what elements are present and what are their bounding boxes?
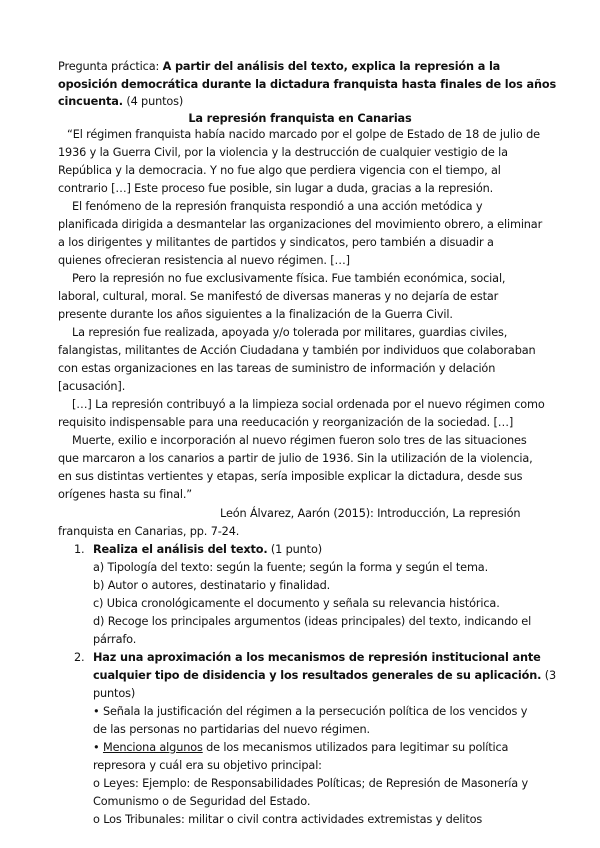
paragraph-line: que marcaron a los canarios a partir de julio de 1936. Sin la utilización de la violencia, [58, 452, 533, 465]
citation-line: franquista en Canarias, pp. 7-24. [58, 525, 240, 538]
question-title-2: oposición democrática durante la dictadura franquista hasta finales de los años [58, 78, 557, 91]
paragraph-line: 1936 y la Guerra Civil, por la violencia y la destrucción de cualquier vestigio de la [58, 146, 508, 159]
task-2-sub-item: o Leyes: Ejemplo: de Responsabilidades Políticas; de Represión de Masonería y [93, 777, 529, 790]
text-title: La represión franquista en Canarias [188, 112, 412, 125]
task-2-bullet-2-cont: represora y cuál era su objetivo principal: [93, 759, 322, 772]
paragraph-line: [acusación]. [58, 380, 126, 393]
bullet-2-rest: de los mecanismos utilizados para legitimar su política [202, 741, 509, 754]
paragraph-line: contrario […] Este proceso fue posible, sin lugar a duda, gracias a la represión. [58, 182, 494, 195]
task-1-title: Realiza el análisis del texto. [93, 543, 268, 556]
citation-line: León Álvarez, Aarón (2015): Introducción, La represión [220, 507, 521, 520]
task-2-points-wrap: puntos) [93, 687, 136, 700]
task-1-item: a) Tipología del texto: según la fuente; según la forma y según el tema. [93, 561, 489, 574]
question-title-1: A partir del análisis del texto, explica la represión a la [162, 60, 501, 73]
task-2-title-1: Haz una aproximación a los mecanismos de represión institucional ante [93, 651, 541, 664]
question-title-3: cincuenta. [58, 95, 123, 108]
question-points: (4 puntos) [122, 95, 184, 108]
paragraph-line: falangistas, militantes de Acción Ciudadana y también por individuos que colaboraban [58, 344, 536, 357]
paragraph-line: Muerte, exilio e incorporación al nuevo régimen fueron solo tres de las situaciones [72, 434, 527, 447]
paragraph-line: con estas organizaciones en las tareas de suministro de información y delación [58, 362, 496, 375]
paragraph-line: La represión fue realizada, apoyada y/o tolerada por militares, guardias civiles, [72, 326, 508, 339]
paragraph-line: a los dirigentes y militantes de partidos y sindicatos, pero también a disuadir a [58, 236, 494, 249]
task-1-points: (1 punto) [267, 543, 322, 556]
task-2-title-2: cualquier tipo de disidencia y los resultados generales de su aplicación. [93, 669, 542, 682]
task-2-bullet: • Señala la justificación del régimen a la persecución política de los vencidos y [93, 705, 528, 718]
paragraph-line: orígenes hasta su final.” [58, 488, 192, 501]
task-1-item: c) Ubica cronológicamente el documento y señala su relevancia histórica. [93, 597, 500, 610]
task-2-heading-2 [93, 667, 556, 685]
task-1-number: 1. [74, 543, 85, 556]
paragraph-line: requisito indispensable para una reeducación y reorganización de la sociedad. […] [58, 416, 514, 429]
paragraph-line: “El régimen franquista había nacido marcado por el golpe de Estado de 18 de julio de [67, 128, 540, 141]
question-line-3 [58, 93, 183, 111]
paragraph-line: laboral, cultural, moral. Se manifestó de diversas maneras y no dejaría de estar [58, 290, 499, 303]
task-2-sub-item: Comunismo o de Seguridad del Estado. [93, 795, 311, 808]
task-2-bullet-2 [93, 739, 508, 757]
question-line-1 [58, 58, 500, 76]
paragraph-line: presente durante los años siguientes a la finalización de la Guerra Civil. [58, 308, 453, 321]
paragraph-line: El fenómeno de la represión franquista respondió a una acción metódica y [72, 200, 483, 213]
question-prefix: Pregunta práctica: [58, 60, 163, 73]
underlined-phrase: Menciona algunos [102, 741, 203, 754]
paragraph-line: […] La represión contribuyó a la limpieza social ordenada por el nuevo régimen como [72, 398, 545, 411]
paragraph-line: Pero la represión no fue exclusivamente física. Fue también económica, social, [72, 272, 506, 285]
task-2-bullet-cont: de las personas no partidarias del nuevo régimen. [93, 723, 370, 736]
task-1-item: d) Recoge los principales argumentos (ideas principales) del texto, indicando el [93, 615, 532, 628]
bullet-marker: • [93, 741, 103, 754]
paragraph-line: República y la democracia. Y no fue algo que perdiera vigencia con el tiempo, al [58, 164, 501, 177]
paragraph-line: quienes ofrecieran resistencia al nuevo régimen. […] [58, 254, 350, 267]
task-2-sub-item: o Los Tribunales: militar o civil contra actividades extremistas y delitos [93, 813, 483, 826]
paragraph-line: planificada dirigida a desmantelar las organizaciones del movimiento obrero, a eliminar [58, 218, 543, 231]
paragraph-line: en sus distintas vertientes y etapas, sería imposible explicar la dictadura, desde sus [58, 470, 523, 483]
task-2-points: (3 [541, 669, 557, 682]
task-1-heading [93, 541, 322, 559]
task-2-number: 2. [74, 651, 85, 664]
task-1-item: b) Autor o autores, destinatario y finalidad. [93, 579, 331, 592]
task-1-item: párrafo. [93, 633, 137, 646]
